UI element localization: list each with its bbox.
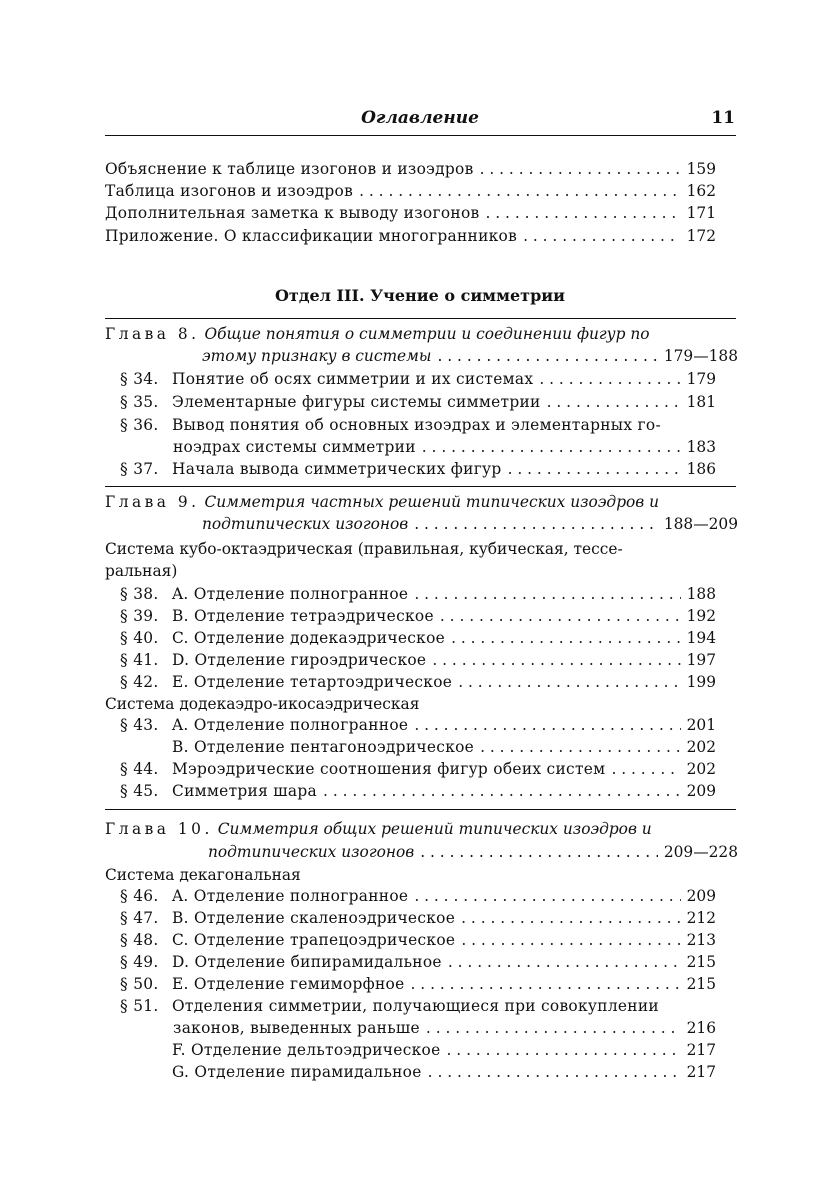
section-number: § 50.: [120, 975, 159, 993]
entry-title: B. Отделение скаленоэдрическое: [172, 909, 456, 927]
entry-title: Элементарные фигуры системы симметрии: [172, 393, 541, 411]
toc-entry[interactable]: [120, 1063, 716, 1085]
toc-entry[interactable]: [120, 629, 716, 651]
toc-entry-page: 186: [686, 460, 716, 478]
section-number: § 34.: [120, 370, 159, 388]
dot-leader: [323, 782, 681, 800]
toc-entry[interactable]: [120, 782, 716, 804]
chapter-title-cont: подтипических изогонов: [208, 843, 415, 861]
entry-title: Отделения симметрии, получающиеся при совокуплении: [172, 997, 659, 1015]
toc-entry-text: [120, 975, 405, 993]
entry-title: D. Отделение гироэдрическое: [172, 651, 427, 669]
dot-leader: [485, 204, 680, 222]
toc-entry[interactable]: [120, 370, 716, 392]
section-number: § 37.: [120, 460, 159, 478]
system-heading-cont: ральная): [105, 562, 178, 580]
dot-leader: [411, 975, 681, 993]
section-heading: Отдел III. Учение о симметрии: [274, 286, 565, 305]
entry-title: G. Отделение пирамидальное: [172, 1063, 422, 1081]
toc-entry-page: 181: [686, 393, 716, 411]
dot-leader: [414, 887, 680, 905]
dot-leader: [432, 651, 680, 669]
toc-entry[interactable]: [120, 887, 716, 909]
toc-entry-text: Таблица изогонов и изоэдров: [105, 182, 354, 200]
system-heading: Система кубо-октаэдрическая (правильная, кубическая, тессе-: [105, 540, 623, 558]
header-rule: [105, 135, 736, 136]
toc-entry-text: [120, 738, 474, 756]
section-number: § 40.: [120, 629, 159, 647]
toc-entry-text: [120, 997, 659, 1015]
section-number: § 47.: [120, 909, 159, 927]
chapter-rule: [105, 809, 736, 810]
chapter-pages: 188—209: [663, 515, 738, 533]
toc-entry-text: [120, 782, 317, 800]
toc-entry-page: 179: [686, 370, 716, 388]
toc-entry-text: [120, 460, 502, 478]
entry-title: E. Отделение гемиморфное: [172, 975, 405, 993]
toc-entry-text: [120, 651, 426, 669]
toc-entry-text: [120, 1041, 441, 1059]
chapter-9-heading[interactable]: [105, 493, 736, 511]
toc-entry-text: [120, 909, 455, 927]
toc-entry[interactable]: [120, 673, 716, 695]
toc-entry-text: [120, 607, 434, 625]
dot-leader: [437, 347, 657, 365]
toc-entry-page: 215: [686, 953, 716, 971]
toc-entry-text: Дополнительная заметка к выводу изогонов: [105, 204, 480, 222]
dot-leader: [539, 370, 680, 388]
toc-entry-text: [120, 629, 445, 647]
toc-entry[interactable]: [120, 607, 716, 629]
dot-leader: [447, 1041, 681, 1059]
toc-entry-page: 216: [686, 1019, 716, 1037]
entry-title-cont: ноэдрах системы симметрии: [173, 438, 416, 456]
chapter-title: Симметрия частных решений типических изоэдров и: [204, 493, 660, 511]
toc-entry-page: 202: [686, 738, 716, 756]
dot-leader: [461, 909, 680, 927]
entry-title: B. Отделение тетраэдрическое: [172, 607, 434, 625]
toc-entry-text: [120, 585, 408, 603]
chapter-label: Глава 10.: [105, 820, 213, 838]
toc-entry-cont[interactable]: [173, 438, 716, 460]
dot-leader: [426, 1019, 681, 1037]
toc-entry-text: [120, 931, 455, 949]
dot-leader: [448, 953, 681, 971]
toc-entry-cont[interactable]: [173, 1019, 716, 1041]
entry-title-cont: законов, выведенных раньше: [173, 1019, 420, 1037]
dot-leader: [420, 843, 658, 861]
toc-entry-page: 183: [686, 438, 716, 456]
section-number: § 49.: [120, 953, 159, 971]
toc-entry-text: [120, 716, 408, 734]
dot-leader: [428, 1063, 681, 1081]
section-number: § 41.: [120, 651, 159, 669]
section-number: § 38.: [120, 585, 159, 603]
toc-entry-page: 209: [686, 782, 716, 800]
chapter-title: Симметрия общих решений типических изоэдров и: [217, 820, 652, 838]
toc-entry-text: Приложение. О классификации многогранников: [105, 227, 518, 245]
toc-entry-text: [120, 370, 533, 388]
dot-leader: [414, 716, 680, 734]
entry-title: A. Отделение полногранное: [172, 585, 409, 603]
running-head: [105, 108, 735, 130]
dot-leader: [480, 738, 681, 756]
section-number: § 36.: [120, 416, 159, 434]
toc-entry-page: 202: [686, 760, 716, 778]
toc-entry-page: 194: [686, 629, 716, 647]
toc-entry-page: 217: [686, 1063, 716, 1081]
section-number: § 45.: [120, 782, 159, 800]
toc-entry-text: Объяснение к таблице изогонов и изоэдров: [105, 160, 474, 178]
chapter-title-cont: этому признаку в системы: [202, 347, 432, 365]
entry-title: Начала вывода симметрических фигур: [172, 460, 502, 478]
toc-entry-text: [120, 416, 661, 434]
toc-entry-page: 197: [686, 651, 716, 669]
chapter-pages: 179—188: [663, 347, 738, 365]
section-number: § 43.: [120, 716, 159, 734]
toc-entry-text: [120, 1063, 422, 1081]
dot-leader: [359, 182, 681, 200]
dot-leader: [451, 629, 681, 647]
toc-entry-text: [120, 393, 541, 411]
section-number: § 42.: [120, 673, 159, 691]
toc-entry[interactable]: [120, 760, 716, 782]
toc-entry-page: 162: [686, 182, 716, 200]
toc-entry-page: 209: [686, 887, 716, 905]
chapter-pages: 209—228: [663, 843, 738, 861]
entry-title: C. Отделение додекаэдрическое: [172, 629, 446, 647]
toc-entry-text: [120, 760, 605, 778]
entry-title: Вывод понятия об основных изоэдрах и элементарных го-: [172, 416, 661, 434]
system-heading: Система додекаэдро-икосаэдрическая: [105, 695, 420, 713]
section-number: § 46.: [120, 887, 159, 905]
entry-title: A. Отделение полногранное: [172, 716, 409, 734]
system-heading: Система декагональная: [105, 866, 301, 884]
toc-entry[interactable]: [120, 931, 716, 953]
dot-leader: [440, 607, 681, 625]
toc-entry[interactable]: [105, 182, 716, 204]
entry-title: F. Отделение дельтоэдрическое: [172, 1041, 441, 1059]
toc-entry[interactable]: [120, 953, 716, 975]
dot-leader: [547, 393, 681, 411]
page-number: 11: [711, 108, 735, 128]
toc-entry[interactable]: [105, 204, 716, 226]
dot-leader: [461, 931, 680, 949]
entry-title: Понятие об осях симметрии и их системах: [172, 370, 534, 388]
toc-entry[interactable]: [105, 227, 716, 249]
entry-title: E. Отделение тетартоэдрическое: [172, 673, 453, 691]
chapter-8-title-cont: [202, 347, 738, 365]
toc-entry-page: 171: [686, 204, 716, 222]
toc-entry[interactable]: [120, 651, 716, 673]
chapter-10-heading[interactable]: [105, 820, 736, 838]
toc-entry-page: 199: [686, 673, 716, 691]
chapter-8-heading[interactable]: [105, 325, 736, 343]
toc-entry-text: [120, 673, 452, 691]
section-number: § 51.: [120, 997, 159, 1015]
toc-entry[interactable]: [120, 416, 716, 438]
dot-leader: [414, 585, 680, 603]
running-title: Оглавление: [361, 108, 479, 128]
entry-title: Симметрия шара: [172, 782, 318, 800]
toc-entry-page: 192: [686, 607, 716, 625]
entry-title: C. Отделение трапецоэдрическое: [172, 931, 456, 949]
chapter-title: Общие понятия о симметрии и соединении фигур по: [204, 325, 650, 343]
toc-entry[interactable]: [120, 738, 716, 760]
dot-leader: [458, 673, 680, 691]
chapter-title-cont: подтипических изогонов: [202, 515, 409, 533]
section-number: § 39.: [120, 607, 159, 625]
chapter-10-title-cont: [208, 843, 738, 861]
toc-entry-page: 212: [686, 909, 716, 927]
section-number: § 35.: [120, 393, 159, 411]
dot-leader: [508, 460, 681, 478]
toc-entry[interactable]: [120, 393, 716, 415]
dot-leader: [611, 760, 680, 778]
toc-entry-text: [120, 953, 442, 971]
toc-entry-page: 213: [686, 931, 716, 949]
toc-entry[interactable]: [120, 460, 716, 482]
toc-entry[interactable]: [120, 975, 716, 997]
section-rule: [105, 318, 736, 319]
toc-entry[interactable]: [120, 997, 716, 1019]
toc-entry[interactable]: [120, 909, 716, 931]
chapter-rule: [105, 486, 736, 487]
entry-title: A. Отделение полногранное: [172, 887, 409, 905]
chapter-label: Глава 8.: [105, 325, 200, 343]
entry-title: Мэроэдрические соотношения фигур обеих систем: [172, 760, 606, 778]
toc-entry-page: 159: [686, 160, 716, 178]
toc-entry-page: 172: [686, 227, 716, 245]
section-number: § 48.: [120, 931, 159, 949]
toc-entry-page: 201: [686, 716, 716, 734]
toc-entry[interactable]: [120, 1041, 716, 1063]
dot-leader: [414, 515, 658, 533]
toc-entry[interactable]: [105, 160, 716, 182]
dot-leader: [523, 227, 681, 245]
entry-title: D. Отделение бипирамидальное: [172, 953, 442, 971]
toc-entry[interactable]: [120, 716, 716, 738]
chapter-9-title-cont: [202, 515, 738, 533]
toc-entry-text: [120, 887, 408, 905]
toc-entry-page: 215: [686, 975, 716, 993]
section-number: § 44.: [120, 760, 159, 778]
chapter-label: Глава 9.: [105, 493, 200, 511]
toc-entry-page: 188: [686, 585, 716, 603]
dot-leader: [422, 438, 681, 456]
entry-title: B. Отделение пентагоноэдрическое: [172, 738, 475, 756]
dot-leader: [480, 160, 681, 178]
toc-entry[interactable]: [120, 585, 716, 607]
toc-entry-page: 217: [686, 1041, 716, 1059]
